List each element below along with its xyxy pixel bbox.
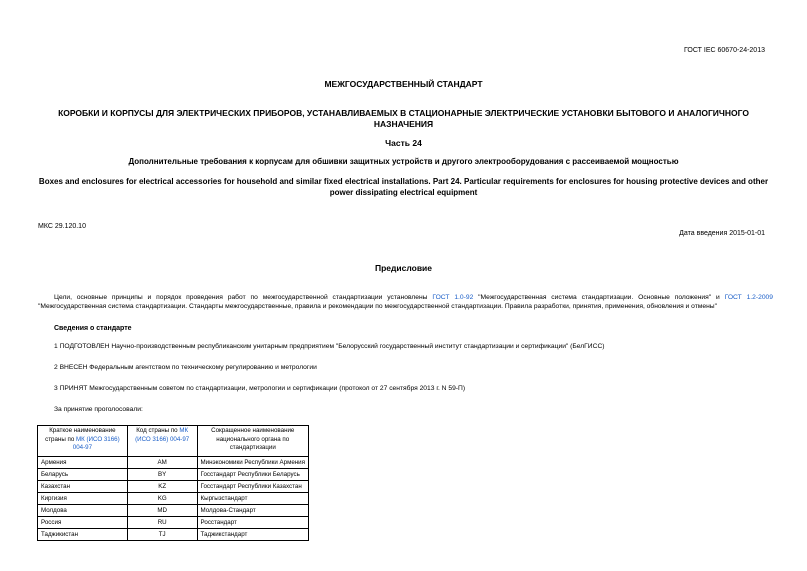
- header-body: Сокращенное наименование национального органа по стандартизации: [197, 426, 308, 457]
- item-submitted: 2 ВНЕСЕН Федеральным агентством по техническому регулированию и метрологии: [54, 364, 317, 371]
- header-code-text: Код страны по: [136, 427, 180, 434]
- code-cell: RU: [127, 517, 197, 529]
- foreword-title: Предисловие: [374, 263, 433, 273]
- foreword-text-b: "Межгосударственная система стандартизации. Основные положения" и: [473, 294, 725, 301]
- foreword-paragraph: [38, 293, 773, 311]
- table-row: [38, 493, 309, 505]
- item-adopted: 3 ПРИНЯТ Межгосударственным советом по стандартизации, метрологии и сертификации (протокол от 27 сентября 2013 г. N 59-П): [54, 385, 466, 392]
- body-cell: Таджикстандарт: [197, 529, 308, 541]
- voting-states-table: [37, 425, 309, 541]
- table-row: [38, 481, 309, 493]
- table-row: [38, 505, 309, 517]
- standard-info-title: Сведения о стандарте: [54, 325, 132, 332]
- voted-caption: За принятие проголосовали:: [54, 406, 143, 413]
- document-code: ГОСТ IEC 60670-24-2013: [684, 47, 765, 54]
- mks-code: МКС 29.120.10: [38, 223, 86, 230]
- gost-1-0-92-link[interactable]: ГОСТ 1.0-92: [432, 294, 474, 301]
- table-row: [38, 469, 309, 481]
- body-cell: Кыргызстандарт: [197, 493, 308, 505]
- table-row: [38, 517, 309, 529]
- header-code: [127, 426, 197, 457]
- body-cell: Росстандарт: [197, 517, 308, 529]
- body-cell: Госстандарт Республики Казахстан: [197, 481, 308, 493]
- code-cell: TJ: [127, 529, 197, 541]
- introduction-date: Дата введения 2015-01-01: [679, 230, 765, 237]
- country-cell: Киргизия: [38, 493, 128, 505]
- table-row: [38, 457, 309, 469]
- body-cell: Госстандарт Республики Беларусь: [197, 469, 308, 481]
- document-title-en: Boxes and enclosures for electrical accessories for household and similar fixed electrical installations. Part 24. Particular requirements for enclosures for housing protective devices and other power dissipating electrical equipment: [38, 177, 769, 197]
- document-title-ru: КОРОБКИ И КОРПУСЫ ДЛЯ ЭЛЕКТРИЧЕСКИХ ПРИБОРОВ, УСТАНАВЛИВАЕМЫХ В СТАЦИОНАРНЫЕ ЭЛЕКТРИЧЕСКИЕ УСТАНОВКИ БЫТОВОГО И АНАЛОГИЧНОГО НАЗНАЧЕНИЯ: [58, 108, 749, 129]
- foreword-text-a: Цели, основные принципы и порядок проведения работ по межгосударственной стандартизации установлены: [54, 294, 433, 301]
- country-cell: Таджикистан: [38, 529, 128, 541]
- country-cell: Молдова: [38, 505, 128, 517]
- body-cell: Молдова-Стандарт: [197, 505, 308, 517]
- body-cell: Минэкономики Республики Армения: [197, 457, 308, 469]
- country-cell: Россия: [38, 517, 128, 529]
- country-cell: Беларусь: [38, 469, 128, 481]
- mk-iso-link-1[interactable]: МК (ИСО 3166) 004-97: [72, 435, 120, 451]
- item-prepared: 1 ПОДГОТОВЛЕН Научно-производственным республиканским унитарным предприятием "Белорусский государственный институт стандартизации и сертификации" (БелГИСС): [54, 343, 605, 350]
- part-number: Часть 24: [385, 138, 422, 148]
- table-row: [38, 529, 309, 541]
- table-header-row: [38, 426, 309, 457]
- mk-iso-link-2[interactable]: МК (ИСО 3166) 004-97: [135, 427, 190, 443]
- standard-type: МЕЖГОСУДАРСТВЕННЫЙ СТАНДАРТ: [324, 79, 483, 89]
- header-country-text: Краткое наименование страны по: [45, 427, 116, 443]
- header-country: [38, 426, 128, 457]
- country-cell: Казахстан: [38, 481, 128, 493]
- code-cell: MD: [127, 505, 197, 517]
- code-cell: AM: [127, 457, 197, 469]
- code-cell: BY: [127, 469, 197, 481]
- document-subtitle-ru: Дополнительные требования к корпусам для обшивки защитных устройств и другого электрооборудования с рассеиваемой мощностью: [128, 157, 679, 166]
- foreword-text-c: "Межгосударственная система стандартизации. Стандарты межгосударственные, правила и рекомендации по межгосударственной стандартизации. Правила разработки, принятия, применения, обновления и отмены": [38, 303, 717, 310]
- gost-1-2-2009-link[interactable]: ГОСТ 1.2-2009: [724, 294, 773, 301]
- code-cell: KZ: [127, 481, 197, 493]
- code-cell: KG: [127, 493, 197, 505]
- country-cell: Армения: [38, 457, 128, 469]
